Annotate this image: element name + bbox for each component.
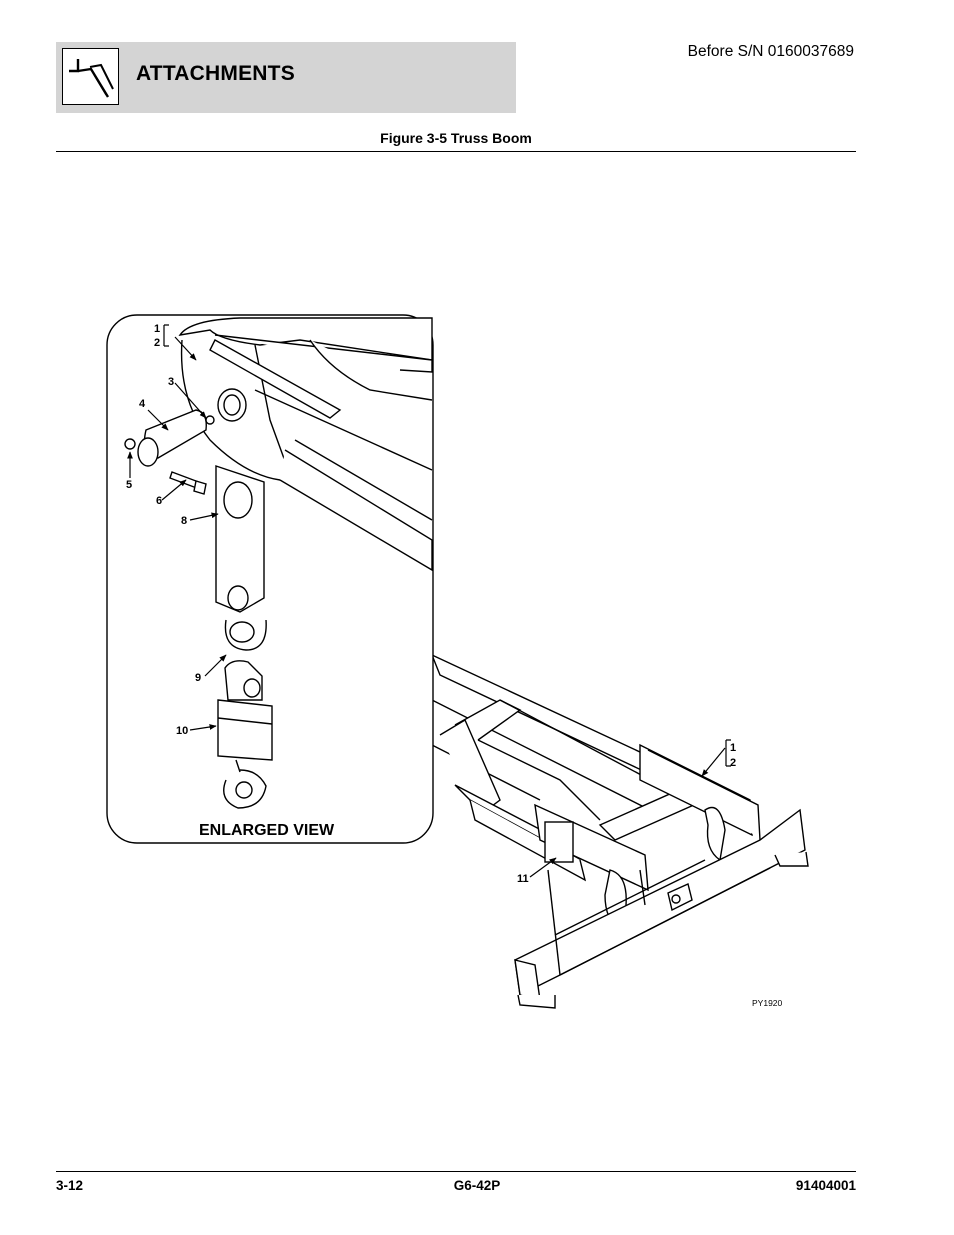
page-number: 3-12 <box>56 1178 84 1193</box>
footer-divider <box>56 1171 856 1172</box>
callout-2-main: 2 <box>730 757 737 769</box>
model-number: G6-42P <box>453 1178 501 1193</box>
callout-8: 8 <box>181 515 188 527</box>
callout-3: 3 <box>168 376 175 388</box>
enlarged-view-label: ENLARGED VIEW <box>199 822 335 839</box>
figure-title: Figure 3-5 Truss Boom <box>380 130 532 146</box>
serial-number-note: Before S/N 0160037689 <box>687 43 854 60</box>
enlarged-view-frame <box>107 315 433 843</box>
truss-boom-frame <box>432 655 808 1008</box>
callout-5: 5 <box>126 479 133 491</box>
callout-1-main: 1 <box>730 742 737 754</box>
callout-9: 9 <box>195 672 202 684</box>
callout-11: 11 <box>517 873 529 885</box>
callout-4: 4 <box>139 398 146 410</box>
illustration-reference-code: PY1920 <box>752 998 783 1008</box>
document-number: 91404001 <box>795 1178 856 1193</box>
callout-6: 6 <box>156 495 163 507</box>
callout-2: 2 <box>154 337 161 349</box>
section-title: ATTACHMENTS <box>136 62 295 85</box>
callout-10: 10 <box>176 725 189 737</box>
callout-1: 1 <box>154 323 161 335</box>
